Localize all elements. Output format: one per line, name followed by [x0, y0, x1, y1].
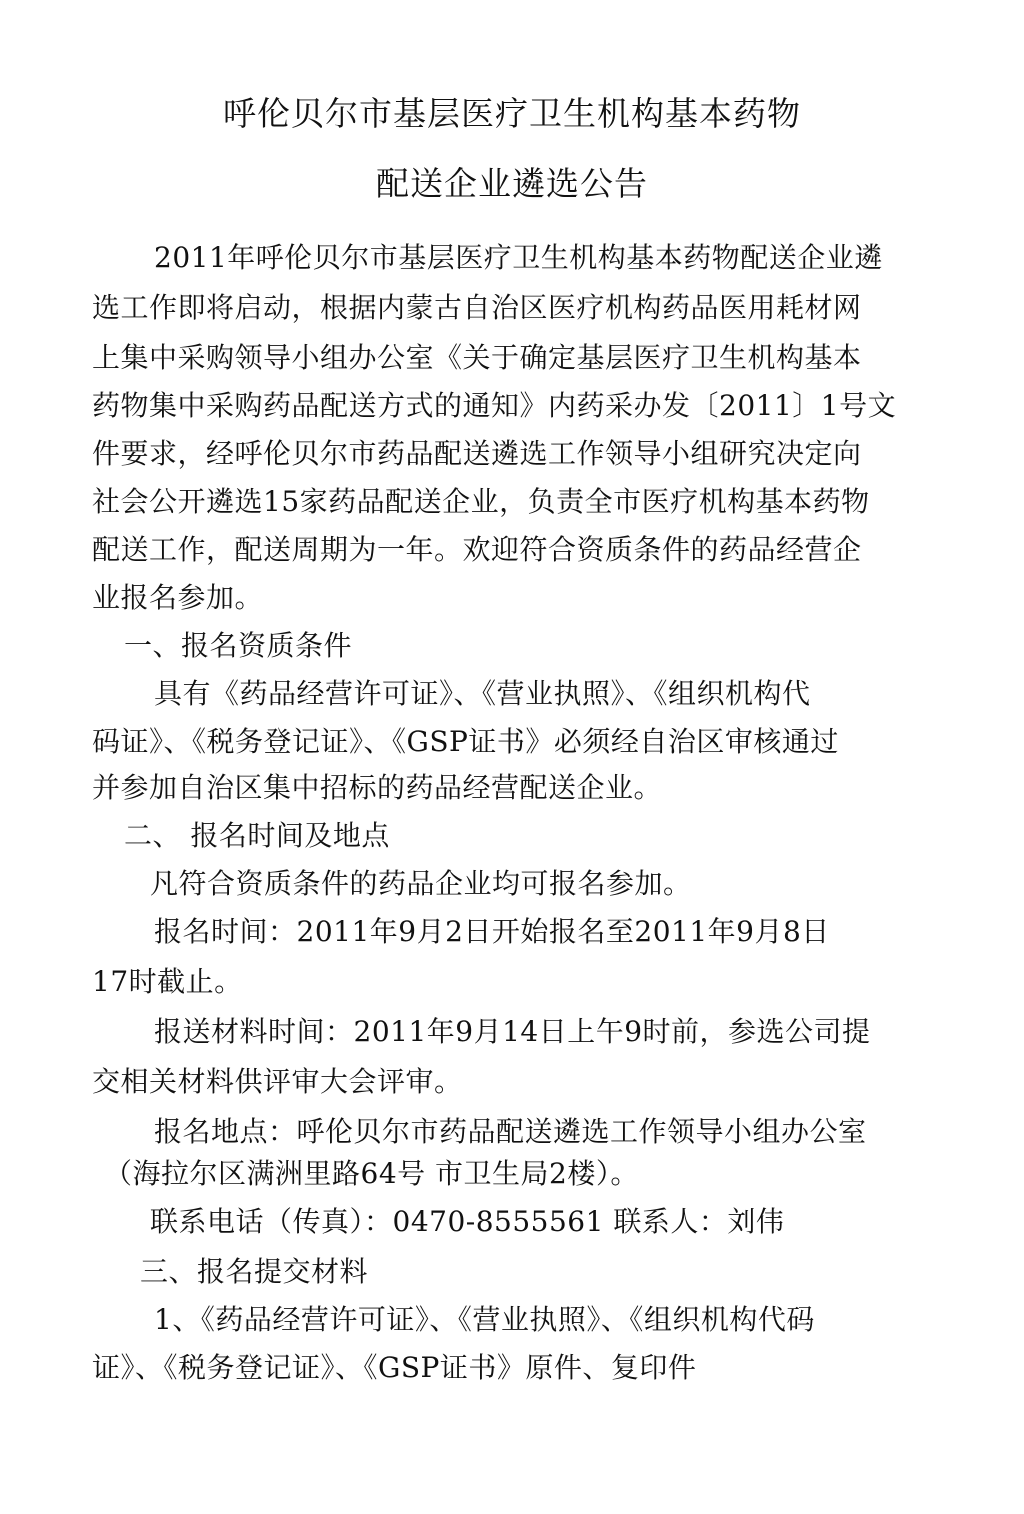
eligibility-line: 凡符合资质条件的药品企业均可报名参加。: [150, 867, 692, 900]
section-heading-qualifications: 一、报名资质条件: [124, 629, 353, 662]
section-heading-time-location: 二、 报名时间及地点: [124, 819, 390, 852]
location-line: （海拉尔区满洲里路64号 市卫生局2楼）。: [104, 1157, 639, 1190]
intro-line: 选工作即将启动，根据内蒙古自治区医疗机构药品医用耗材网: [92, 291, 862, 324]
registration-time-line: 报名时间：2011年9月2日开始报名至2011年9月8日: [154, 915, 830, 948]
section-heading-materials: 三、报名提交材料: [140, 1255, 369, 1288]
document-title-line-2: 配送企业遴选公告: [376, 164, 648, 203]
intro-line: 件要求，经呼伦贝尔市药品配送遴选工作领导小组研究决定向: [92, 437, 862, 470]
location-line: 报名地点：呼伦贝尔市药品配送遴选工作领导小组办公室: [154, 1115, 867, 1148]
intro-line: 2011年呼伦贝尔市基层医疗卫生机构基本药物配送企业遴: [154, 241, 883, 274]
contact-line: 联系电话（传真）：0470-8555561 联系人：刘伟: [150, 1205, 785, 1238]
submission-time-line: 交相关材料供评审大会评审。: [92, 1065, 463, 1098]
intro-line: 社会公开遴选15家药品配送企业，负责全市医疗机构基本药物: [92, 485, 870, 518]
section3-item-line: 1、《药品经营许可证》、《营业执照》、《组织机构代码: [154, 1303, 815, 1336]
submission-time-line: 报送材料时间：2011年9月14日上午9时前，参选公司提: [154, 1015, 871, 1048]
intro-line: 上集中采购领导小组办公室《关于确定基层医疗卫生机构基本: [92, 341, 862, 374]
intro-line: 药物集中采购药品配送方式的通知》内药采办发〔2011〕1号文: [92, 389, 897, 422]
intro-line: 业报名参加。: [92, 581, 264, 614]
section1-line: 并参加自治区集中招标的药品经营配送企业。: [92, 771, 663, 804]
intro-line: 配送工作，配送周期为一年。欢迎符合资质条件的药品经营企: [92, 533, 862, 566]
section3-item-line: 证》、《税务登记证》、《GSP证书》原件、复印件: [92, 1351, 697, 1384]
section1-line: 具有《药品经营许可证》、《营业执照》、《组织机构代: [154, 677, 811, 710]
registration-time-line: 17时截止。: [92, 965, 243, 998]
document-title-line-1: 呼伦贝尔市基层医疗卫生机构基本药物: [223, 94, 801, 133]
section1-line: 码证》、《税务登记证》、《GSP证书》必须经自治区审核通过: [92, 725, 839, 758]
